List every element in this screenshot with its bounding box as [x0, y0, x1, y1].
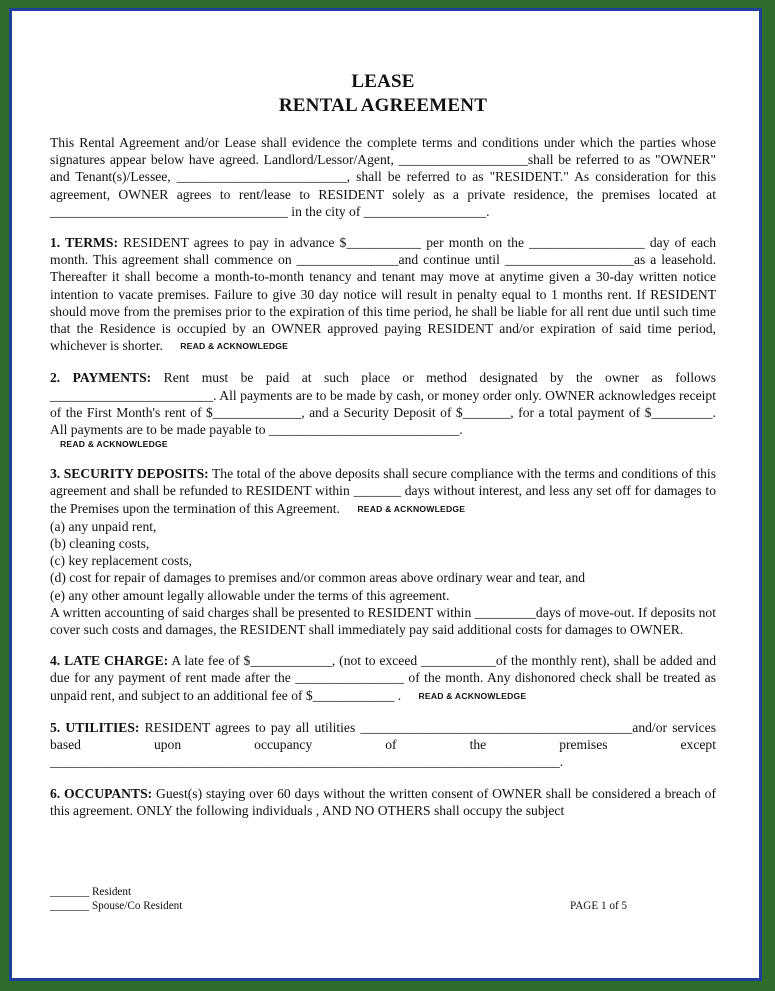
list-item: (c) key replacement costs, — [50, 553, 192, 569]
section-heading: 2. PAYMENTS: — [50, 370, 152, 386]
title-line-2: RENTAL AGREEMENT — [278, 95, 488, 116]
page-number: PAGE 1 of 5 — [570, 900, 628, 912]
section-utilities — [50, 719, 716, 771]
section-occupants — [50, 785, 716, 819]
section-security-deposits — [50, 465, 716, 638]
resident-initials: _______ Resident — [50, 886, 132, 898]
section-text: A late fee of $____________, (not to exceed ___________of the monthly rent), shall be added and due for any payment of rent made after the ________________ of the month. Any dishonored check shall be treated as unpaid rent, and subject to an additional fee of $____________ . — [50, 653, 716, 703]
section-payments — [50, 369, 716, 451]
section-text: Rent must be paid at such place or method designated by the owner as follows ________________________. All payments are to be made by cash, or money order only. OWNER acknowledges receipt of the First Month's rent of $_____________, and a Security Deposit of $_______, for a total payment of $_________. All payments are to be made payable to ____________________________. — [50, 370, 716, 438]
intro-text: This Rental Agreement and/or Lease shall evidence the complete terms and conditions under which the parties whose signatures appear below have agreed. Landlord/Lessor/Agent, ___________________shall be referred to as "OWNER" and Tenant(s)/Lessee, _________________________, shall be referred to as "RESIDENT." As consideration for this agreement, OWNER agrees to rent/lease to RESIDENT solely as a private residence, the premises located at ___________________________________ in the city of __________________. — [50, 135, 716, 219]
section-text: Guest(s) staying over 60 days without the written consent of OWNER shall be considered a breach of this agreement. ONLY the following individuals , AND NO OTHERS shall occupy the subject — [50, 785, 717, 818]
list-item: (b) cleaning costs, — [50, 536, 150, 552]
section-after-text: A written accounting of said charges shall be presented to RESIDENT within _________days of move-out. If deposits not cover such costs and damages, the RESIDENT shall immediately pay said additional costs for damages to OWNER. — [50, 604, 716, 638]
section-heading: 6. OCCUPANTS: — [50, 785, 153, 801]
list-item: (a) any unpaid rent, — [50, 518, 157, 534]
section-heading: 1. TERMS: — [50, 235, 118, 251]
read-acknowledge-label: READ & ACKNOWLEDGE — [180, 341, 289, 352]
document-page — [50, 70, 716, 833]
section-text: RESIDENT agrees to pay all utilities ________________________________________and/or services based upon occupancy of the premises except ___________________________________________________________________________. — [50, 719, 716, 770]
section-terms — [50, 234, 716, 355]
section-heading: 5. UTILITIES: — [50, 719, 140, 735]
read-acknowledge-label: READ & ACKNOWLEDGE — [357, 503, 466, 514]
list-item: (e) any other amount legally allowable under the terms of this agreement. — [50, 587, 450, 603]
read-acknowledge-label: READ & ACKNOWLEDGE — [60, 439, 168, 450]
read-acknowledge-label: READ & ACKNOWLEDGE — [418, 690, 527, 701]
section-text: RESIDENT agrees to pay in advance $___________ per month on the _________________ day of each month. This agreement shall commence on _______________and continue until ___________________as a leasehold. Thereafter it shall become a month-to-month tenancy and tenant may move at anytime given a 30-day written notice intention to vacate premises. Failure to give 30 day notice will result in penalty equal to 1 months rent. If RESIDENT should move from the premises prior to the expiration of this time period, he shall be liable for all rent due until such time that the Residence is occupied by an OWNER approved paying RESIDENT and/or expiration of said time period, whichever is shorter. — [50, 235, 716, 354]
spouse-initials: _______ Spouse/Co Resident — [50, 900, 183, 912]
section-heading: 3. SECURITY DEPOSITS: — [50, 466, 209, 482]
list-item: (d) cost for repair of damages to premises and/or common areas above ordinary wear and tear, and — [50, 570, 586, 586]
section-text: The total of the above deposits shall secure compliance with the terms and conditions of this agreement and shall be refunded to RESIDENT within _______ days without interest, and less any set off for damages to the Premises upon the termination of this Agreement. — [50, 466, 716, 516]
title-line-1: LEASE — [351, 71, 415, 92]
section-heading: 4. LATE CHARGE: — [50, 653, 169, 669]
intro-paragraph — [50, 134, 716, 220]
section-late-charge — [50, 652, 716, 705]
page-footer — [50, 885, 716, 913]
